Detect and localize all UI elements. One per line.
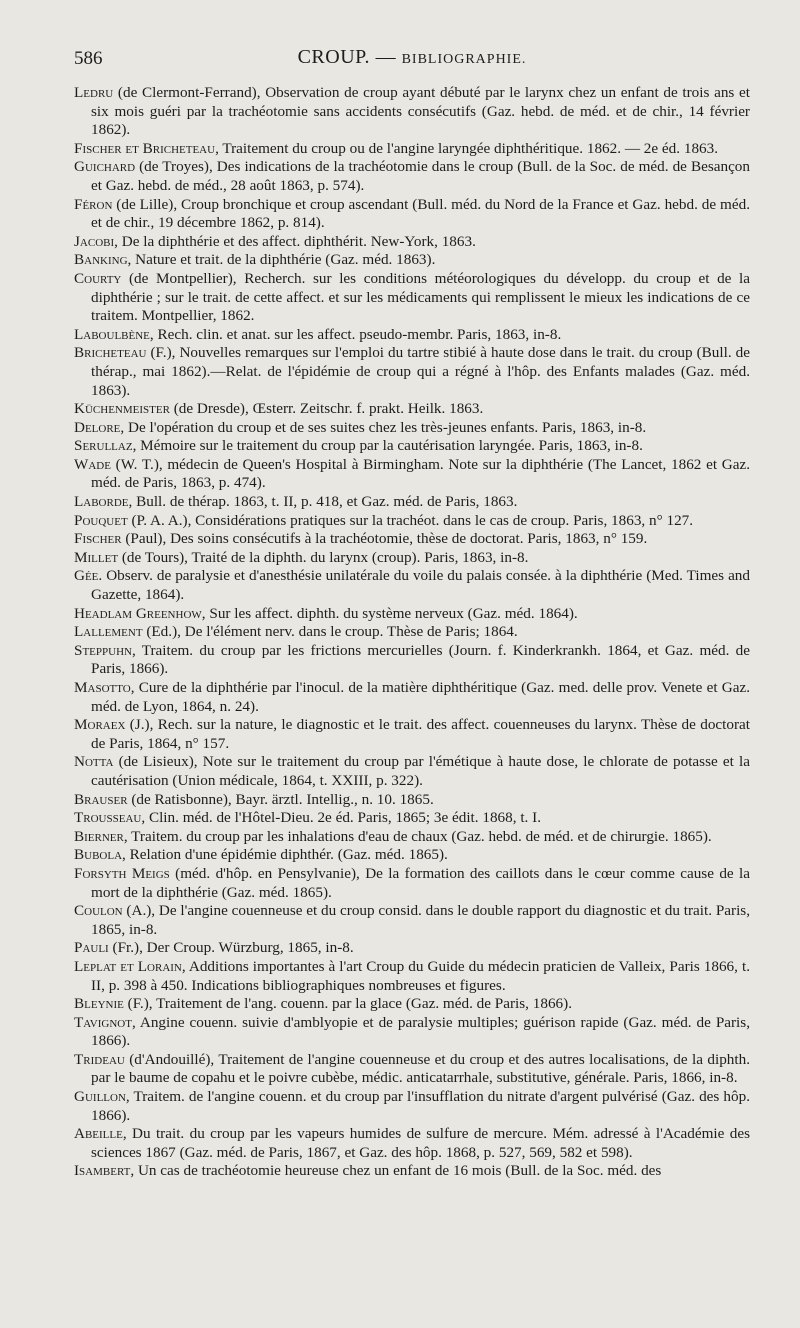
bibliography-entry xyxy=(74,326,750,345)
bibliography-entry xyxy=(74,1088,750,1125)
entry-author: Tavignot xyxy=(74,1013,132,1031)
entry-text: , Traitem. du croup par les inhalations d'eau de chaux (Gaz. hebd. de méd. et de chirurgie. 1865). xyxy=(123,827,712,845)
page-number: 586 xyxy=(74,48,103,69)
entry-text: , De l'opération du croup et de ses suites chez les très-jeunes enfants. Paris, 1863, in-8. xyxy=(120,418,647,436)
entry-author: Headlam Greenhow xyxy=(74,604,202,622)
entry-author: Fischer et Bricheteau xyxy=(74,139,216,157)
entry-text: (Ed.), De l'élément nerv. dans le croup. Thèse de Paris; 1864. xyxy=(142,623,518,641)
entry-text: , Traitem. de l'angine couenn. et du croup par l'insufflation du nitrate d'argent pulvérisé (Gaz. des hôp. 1866). xyxy=(91,1088,750,1124)
bibliography-entry xyxy=(74,809,750,828)
entry-text: , Rech. clin. et anat. sur les affect. pseudo-membr. Paris, 1863, in-8. xyxy=(149,325,562,343)
entry-text: , Un cas de trachéotomie heureuse chez un enfant de 16 mois (Bull. de la Soc. méd. des xyxy=(130,1162,662,1180)
bibliography-entry xyxy=(74,530,750,549)
running-title-main: CROUP. xyxy=(297,46,371,68)
running-title xyxy=(74,46,750,69)
entry-text: (d'Andouillé), Traitement de l'angine couenneuse et du croup et des autres localisations, de la diphth. par le baume de copahu et le poivre cubèbe, médic. anticatarrhale, substitutive, générale. Paris, 1866, in-8. xyxy=(91,1050,750,1087)
entry-text: (de Lille), Croup bronchique et croup ascendant (Bull. méd. du Nord de la France et Gaz. hebd. de méd. et de chir., 19 décembre 1862, p. 814). xyxy=(91,195,750,232)
bibliography-entry xyxy=(74,865,750,902)
entry-author: Delore xyxy=(74,418,121,436)
bibliography-entry xyxy=(74,158,750,195)
entry-author: Küchenmeister xyxy=(74,400,170,418)
page-header xyxy=(74,46,750,78)
entry-text: (de Clermont-Ferrand), Observation de croup ayant débuté par le larynx chez un enfant de trois ans et six mois guéri par la trachéotomie sans accidents consécutifs (Gaz. hebd. de méd. et de chir., 14 février 1862). xyxy=(91,84,750,139)
entry-author: Pouquet xyxy=(74,511,128,529)
bibliography-entry xyxy=(74,1162,750,1181)
entry-author: Bleynie xyxy=(74,995,124,1013)
bibliography-entry xyxy=(74,939,750,958)
bibliography-entry xyxy=(74,623,750,642)
entry-text: , Cure de la diphthérie par l'inocul. de la matière diphthéritique (Gaz. med. delle prov. Venete et Gaz. méd. de Lyon, 1864, n. 24). xyxy=(91,679,750,715)
entry-text: (A.), De l'angine couenneuse et du croup consid. dans le double rapport du diagnostic et du trait. Paris, 1865, in-8. xyxy=(91,902,750,938)
entry-author: Bierner xyxy=(74,827,124,845)
bibliography-entry xyxy=(74,958,750,995)
entry-author: Ledru xyxy=(74,84,114,101)
bibliography-entry xyxy=(74,605,750,624)
running-title-separator: — xyxy=(370,46,402,68)
bibliography-entry xyxy=(74,828,750,847)
entry-author: Moraex xyxy=(74,716,126,734)
bibliography-entry xyxy=(74,1125,750,1162)
entry-author: Notta xyxy=(74,753,114,771)
entry-author: Guichard xyxy=(74,158,136,176)
entry-author: Pauli xyxy=(74,939,109,957)
bibliography-entry xyxy=(74,140,750,159)
entry-author: Laborde xyxy=(74,493,129,511)
entry-author: Bubola xyxy=(74,846,123,864)
entry-text: , Nature et trait. de la diphthérie (Gaz. méd. 1863). xyxy=(127,251,436,269)
entry-author: Abeille xyxy=(74,1125,123,1143)
bibliography-entry xyxy=(74,512,750,531)
entry-text: (de Tours), Traité de la diphth. du larynx (croup). Paris, 1863, in-8. xyxy=(118,548,529,566)
bibliography-entry xyxy=(74,716,750,753)
entry-author: Fischer xyxy=(74,530,122,548)
entry-text: , De la diphthérie et des affect. diphthérit. New-York, 1863. xyxy=(114,232,476,250)
entry-author: Masotto xyxy=(74,679,131,696)
bibliography-entry xyxy=(74,344,750,400)
entry-text: (F.), Traitement de l'ang. couenn. par la glace (Gaz. méd. de Paris, 1866). xyxy=(123,995,572,1013)
bibliography-entry xyxy=(74,1051,750,1088)
entry-text: , Angine couenn. suivie d'amblyopie et de paralysie multiples; guérison rapide (Gaz. méd. de Paris, 1866). xyxy=(91,1013,750,1050)
entry-text: (de Montpellier), Recherch. sur les conditions météorologiques du développ. du croup et de la diphthérie ; sur le trait. de cette affect. et sur les médicaments qui remplissent le mieux les indications de ce traitem. Montpellier, 1862. xyxy=(91,269,750,325)
bibliography-list xyxy=(74,84,750,1181)
bibliography-entry xyxy=(74,679,750,716)
entry-author: Trideau xyxy=(74,1050,125,1068)
entry-text: (P. A. A.), Considérations pratiques sur la trachéot. dans le cas de croup. Paris, 1863, n° 127. xyxy=(127,511,694,529)
bibliography-entry xyxy=(74,902,750,939)
bibliography-entry xyxy=(74,419,750,438)
entry-text: , Mémoire sur le traitement du croup par la cautérisation laryngée. Paris, 1863, in-8. xyxy=(132,437,643,455)
entry-text: (Paul), Des soins consécutifs à la trachéotomie, thèse de doctorat. Paris, 1863, n° 159. xyxy=(121,530,648,548)
entry-text: (J.), Rech. sur la nature, le diagnostic et le trait. des affect. couenneuses du larynx. Thèse de doctorat de Paris, 1864, n° 157. xyxy=(91,716,750,752)
bibliography-entry xyxy=(74,400,750,419)
entry-text: (de Ratisbonne), Bayr. ärztl. Intellig., n. 10. 1865. xyxy=(127,790,434,808)
entry-text: . Observ. de paralysie et d'anesthésie unilatérale du voile du palais consée. à la diphthérie (Med. Times and Gazette, 1864). xyxy=(91,567,750,604)
bibliography-entry xyxy=(74,270,750,326)
entry-text: (W. T.), médecin de Queen's Hospital à Birmingham. Note sur la diphthérie (The Lancet, 1862 et Gaz. méd. de Paris, 1863, p. 474). xyxy=(91,455,750,492)
entry-author: Leplat et Lorain xyxy=(74,957,182,975)
entry-author: Lallement xyxy=(74,623,143,641)
entry-author: Serullaz xyxy=(74,437,133,455)
entry-author: Féron xyxy=(74,195,113,213)
bibliography-entry xyxy=(74,791,750,810)
entry-text: , Relation d'une épidémie diphthér. (Gaz. méd. 1865). xyxy=(122,846,448,864)
entry-author: Laboulbène xyxy=(74,325,150,343)
bibliography-entry xyxy=(74,846,750,865)
entry-text: , Traitement du croup ou de l'angine laryngée diphthéritique. 1862. — 2e éd. 1863. xyxy=(215,139,719,157)
entry-author: Forsyth Meigs xyxy=(74,864,170,882)
entry-text: (de Lisieux), Note sur le traitement du croup par l'émétique à haute dose, le chlorate de potasse et la cautérisation (Union médicale, 1864, t. XXIII, p. 322). xyxy=(91,753,750,789)
running-title-subtitle: BIBLIOGRAPHIE. xyxy=(401,52,527,67)
entry-text: , Bull. de thérap. 1863, t. II, p. 418, et Gaz. méd. de Paris, 1863. xyxy=(128,493,518,511)
bibliography-entry xyxy=(74,1014,750,1051)
entry-text: , Sur les affect. diphth. du système nerveux (Gaz. méd. 1864). xyxy=(201,604,578,622)
bibliography-entry xyxy=(74,567,750,604)
bibliography-entry xyxy=(74,233,750,252)
bibliography-entry xyxy=(74,196,750,233)
entry-author: Coulon xyxy=(74,902,123,920)
bibliography-entry xyxy=(74,642,750,679)
entry-author: Gée xyxy=(74,567,99,585)
entry-text: (de Troyes), Des indications de la trachéotomie dans le croup (Bull. de la Soc. de méd. de Besançon et Gaz. hebd. de méd., 28 août 1863, p. 574). xyxy=(91,158,750,194)
entry-text: (méd. d'hôp. en Pensylvanie), De la formation des caillots dans le cœur comme cause de la mort de la diphthérie (Gaz. méd. 1865). xyxy=(91,864,751,901)
bibliography-entry xyxy=(74,456,750,493)
entry-author: Wade xyxy=(74,455,111,473)
entry-author: Millet xyxy=(74,548,119,566)
entry-author: Isambert xyxy=(74,1162,131,1180)
bibliography-entry xyxy=(74,995,750,1014)
entry-text: , Additions importantes à l'art Croup du Guide du médecin praticien de Valleix, Paris 1866, t. II, p. 398 à 450. Indications bibliographiques nombreuses et figures. xyxy=(91,957,750,994)
entry-author: Steppuhn xyxy=(74,641,132,659)
entry-author: Courty xyxy=(74,269,122,287)
entry-text: , Clin. méd. de l'Hôtel-Dieu. 2e éd. Paris, 1865; 3e édit. 1868, t. I. xyxy=(141,809,542,827)
entry-text: , Du trait. du croup par les vapeurs humides de sulfure de mercure. Mém. adressé à l'Académie des sciences 1867 (Gaz. méd. de Paris, 1867, et Gaz. des hôp. 1868, p. 527, 569, 582 et 598). xyxy=(91,1125,750,1161)
entry-text: (Fr.), Der Croup. Würzburg, 1865, in-8. xyxy=(108,939,354,957)
bibliography-entry xyxy=(74,437,750,456)
bibliography-entry xyxy=(74,753,750,790)
entry-author: Jacobi xyxy=(74,232,115,250)
bibliography-entry xyxy=(74,549,750,568)
entry-author: Brauser xyxy=(74,790,128,808)
entry-author: Guillon xyxy=(74,1088,126,1106)
entry-text: (de Dresde), Œsterr. Zeitschr. f. prakt. Heilk. 1863. xyxy=(169,400,484,418)
entry-author: Bricheteau xyxy=(74,344,147,362)
bibliography-entry xyxy=(74,493,750,512)
bibliography-entry xyxy=(74,84,750,140)
entry-author: Trousseau xyxy=(74,809,142,827)
entry-author: Banking xyxy=(74,251,128,269)
entry-text: (F.), Nouvelles remarques sur l'emploi du tartre stibié à haute dose dans le trait. du croup (Bull. de thérap., mai 1862).—Relat. de l'épidémie de croup qui a régné à l'hôp. des Enfants malades (Gaz. méd. 1863). xyxy=(91,344,750,399)
entry-text: , Traitem. du croup par les frictions mercurielles (Journ. f. Kinderkrankh. 1864, et Gaz. méd. de Paris, 1866). xyxy=(91,641,750,678)
bibliography-entry xyxy=(74,251,750,270)
